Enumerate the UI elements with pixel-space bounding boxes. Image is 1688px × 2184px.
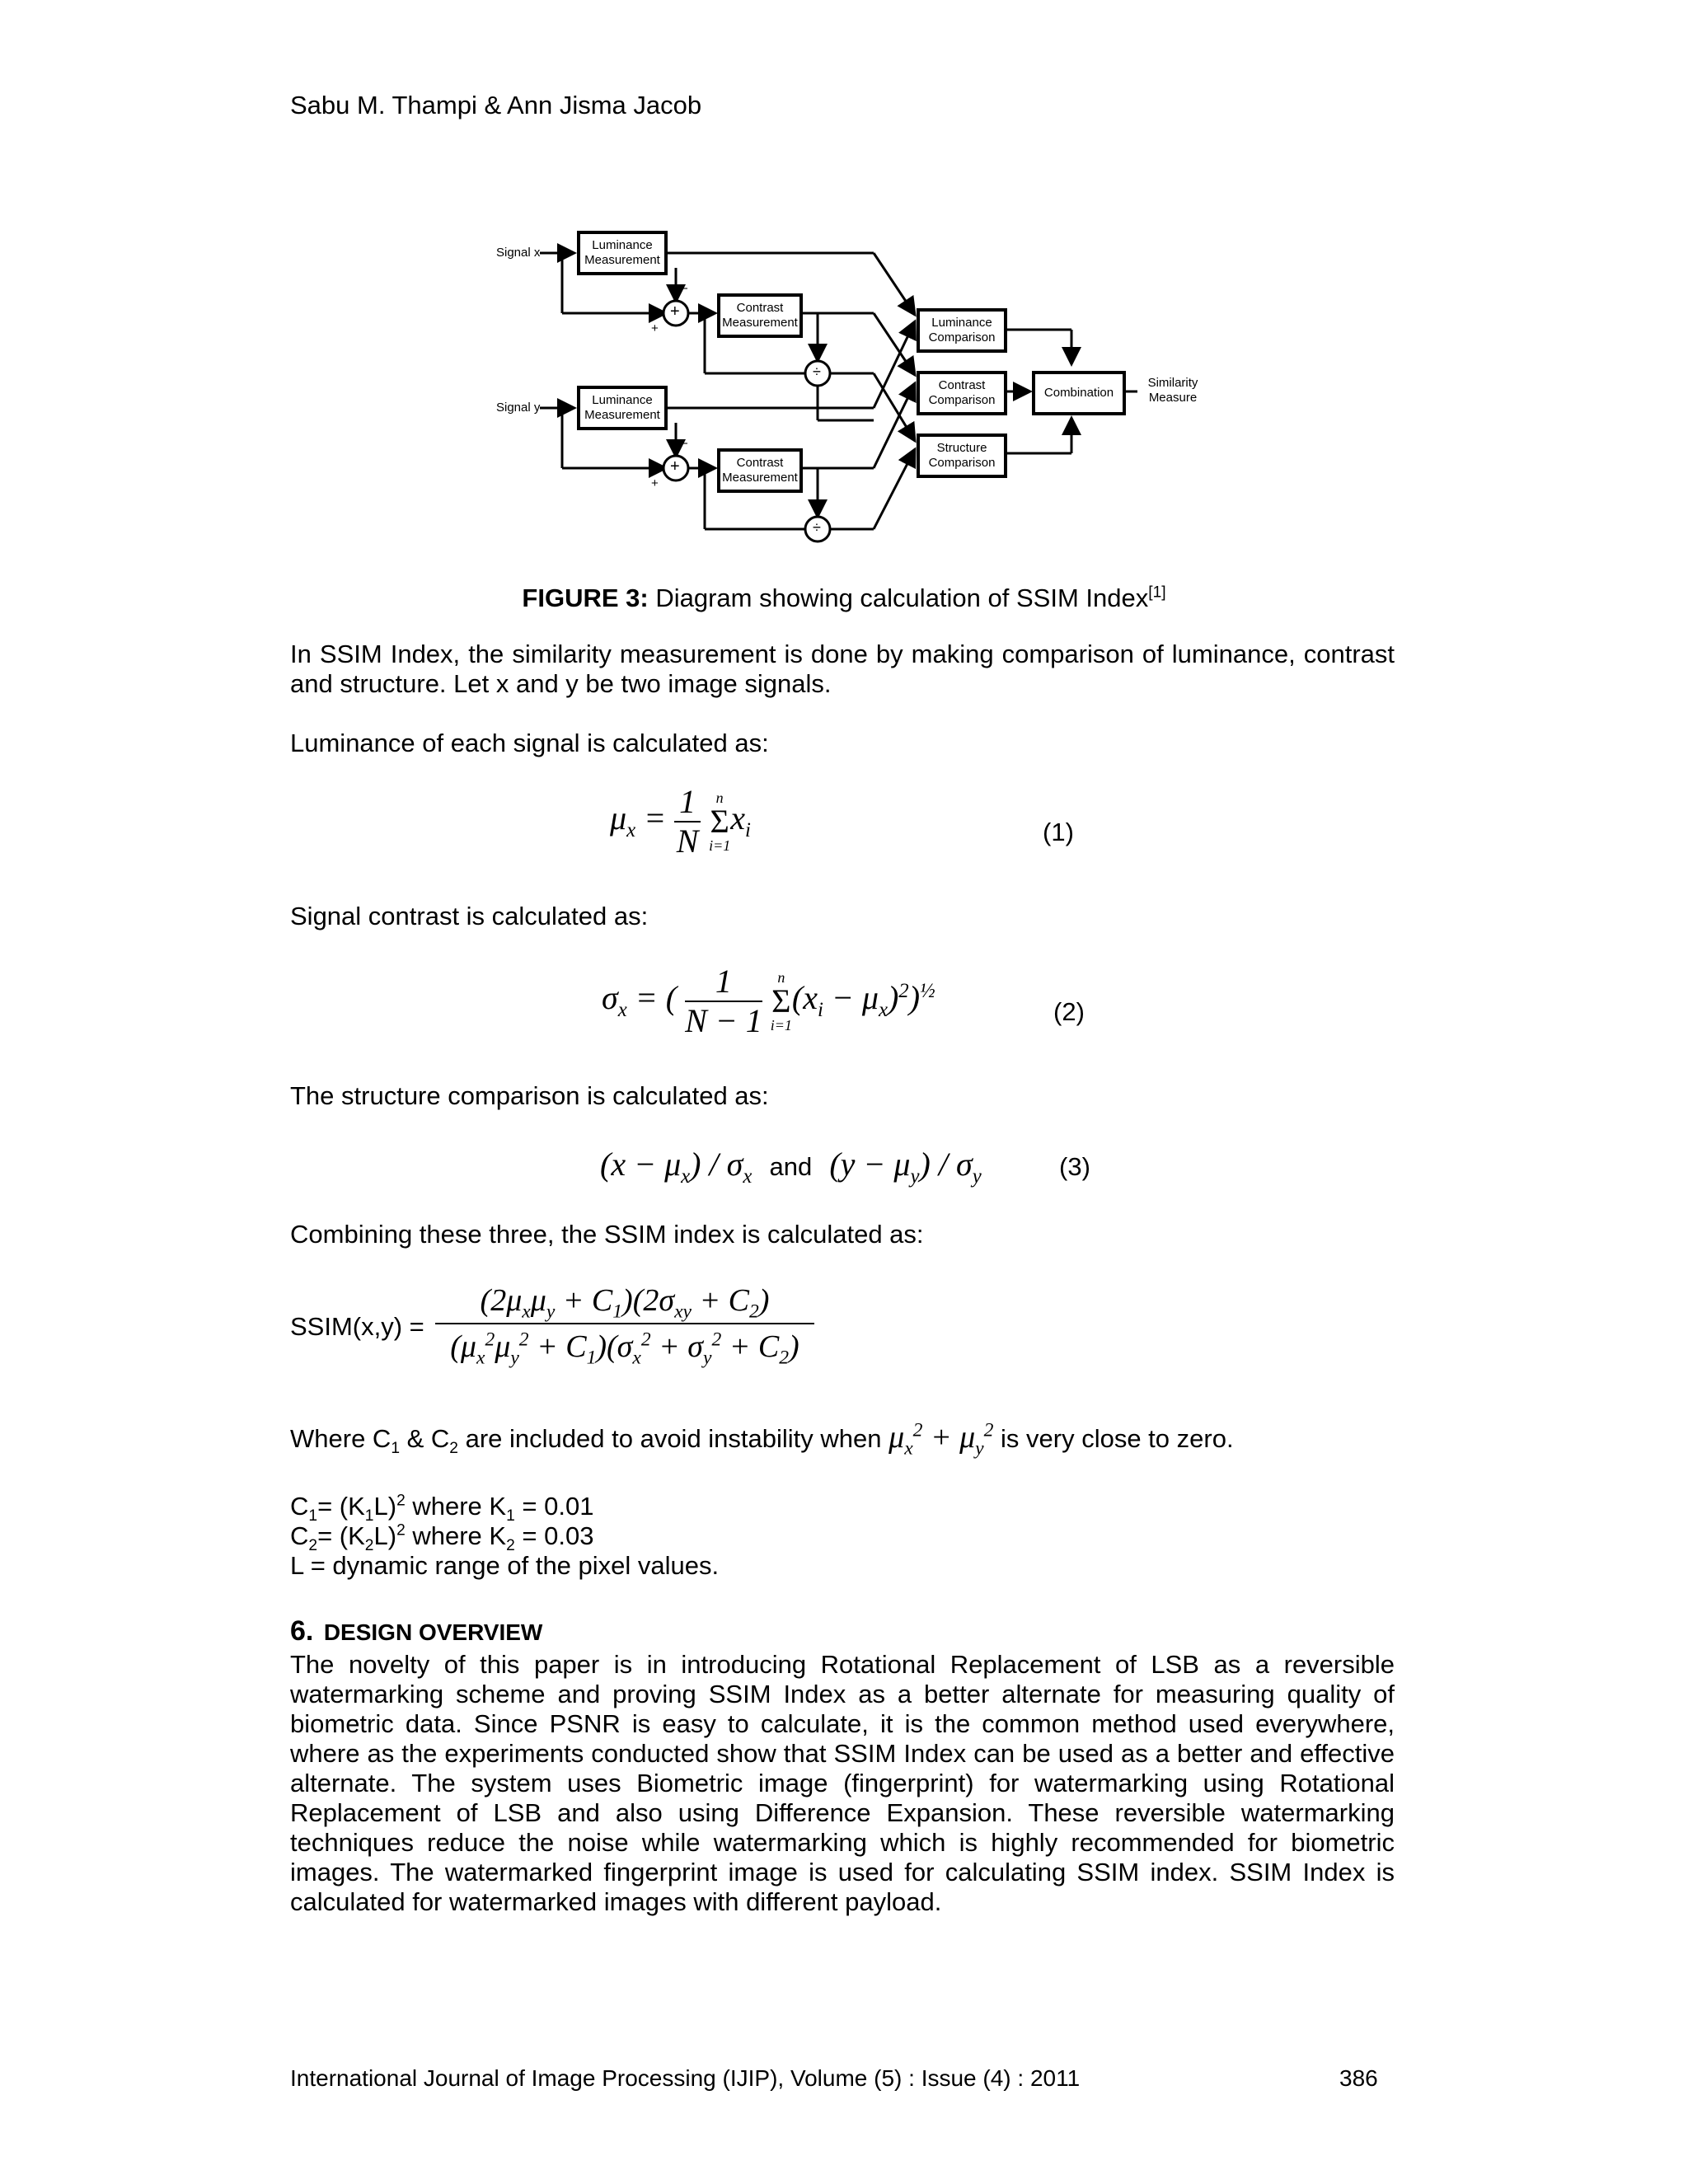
signal-y-label: Signal y [496, 401, 541, 415]
luminance-comparison-box: Luminance Comparison [917, 308, 1007, 353]
ssim-denominator: $(\mu_x^2\mu_y^2 + C_1)(\sigma_x^2 + \sigma_y^2 + C_2)$ [450, 1329, 799, 1369]
section-title: DESIGN OVERVIEW [323, 1619, 543, 1645]
adder-x-symbol: + [670, 302, 680, 321]
section-paragraph: The novelty of this paper is in introducing Rotational Replacement of LSB as a reversible watermarking scheme and proving SSIM Index as a better alternate for measuring quality of biometric data. Since PSNR is easy to calculate, it is the common method used everywhere, where as the experiments conducted show that SSIM Index can be used as a better and effective alternate. The system uses Biometric image (fingerprint) for watermarking using Rotational Replacement of LSB and also using Difference Expansion. These reversible watermarking techniques reduce the noise while watermarking which is highly recommended for biometric images. The watermarked fingerprint image is used for calculating SSIM index. SSIM Index is calculated for watermarked images with different payload. [290, 1650, 1395, 1916]
plus-sign-x: + [651, 321, 659, 335]
ssim-label: SSIM(x,y) = [290, 1312, 424, 1341]
luminance-intro: Luminance of each signal is calculated as: [290, 729, 769, 757]
figure-ref: [1] [1148, 583, 1166, 602]
figure-caption-text: Diagram showing calculation of SSIM Index [655, 583, 1149, 612]
equation-3: $(x - \mu_x) / \sigma_x$ and $(y - \mu_y) / \sigma_y$ [600, 1146, 982, 1188]
combination-box: Combination [1032, 371, 1126, 415]
contrast-intro: Signal contrast is calculated as: [290, 902, 649, 930]
equation-1-number: (1) [1043, 818, 1074, 846]
and-word: and [769, 1152, 813, 1181]
signal-x-label: Signal x [496, 246, 541, 260]
footer-journal: International Journal of Image Processing (IJIP), Volume (5) : Issue (4) : 2011 [290, 2065, 1081, 2091]
adder-y-symbol: + [670, 457, 680, 476]
equation-1: $\mu_x$ = $\frac{1}{N}$ n Σ i=1 $x_i$ [610, 783, 751, 860]
intro-paragraph: In SSIM Index, the similarity measurement is done by making comparison of luminance, contrast and structure. Let x and y be two image signals. [290, 640, 1395, 698]
figure-label: FIGURE 3: [522, 583, 649, 612]
footer-page-number: 386 [1339, 2065, 1378, 2091]
equation-2: $\sigma_x$ = ( $\frac{1}{N - 1}$ n Σ i=1 $(x_i - \mu_x)^2)^{\frac{1}{2}}$ [602, 963, 935, 1039]
divider-x-symbol: ÷ [813, 363, 821, 380]
contrast-comparison-box: Contrast Comparison [917, 371, 1007, 415]
plus-sign-y: + [651, 476, 659, 490]
section-heading [290, 1615, 542, 1647]
minus-sign-x: − [681, 282, 688, 296]
where-line: Where $C_1$ & $C_2$ are included to avoid instability when $\mu_x^2 + \mu_y^2$ is very close to zero. [290, 1419, 1234, 1460]
similarity-measure-label: Similarity Measure [1147, 376, 1198, 405]
structure-comparison-box: Structure Comparison [917, 434, 1007, 478]
minus-sign-y: − [681, 437, 688, 451]
constant-c1: $C_1= (K_1L)^2$ where $K_1 = 0.01$ [290, 1492, 594, 1526]
ssim-formula [435, 1282, 814, 1369]
equation-2-number: (2) [1053, 997, 1085, 1026]
combine-intro: Combining these three, the SSIM index is calculated as: [290, 1220, 924, 1249]
constant-l: L = dynamic range of the pixel values. [290, 1551, 720, 1580]
contrast-measurement-x-box: Contrast Measurement [717, 293, 803, 338]
ssim-numerator: $(2\mu_x\mu_y + C_1)(2\sigma_{xy} + C_2)$ [435, 1282, 814, 1324]
divider-y-symbol: ÷ [813, 519, 821, 536]
luminance-measurement-x-box: Luminance Measurement [577, 231, 668, 275]
ssim-diagram [486, 223, 1212, 552]
figure-caption [0, 583, 1688, 613]
contrast-measurement-y-box: Contrast Measurement [717, 448, 803, 493]
equation-3-number: (3) [1059, 1152, 1090, 1181]
section-number: 6. [290, 1615, 314, 1647]
constant-c2: $C_2= (K_2L)^2$ where $K_2 = 0.03$ [290, 1521, 594, 1555]
running-header: Sabu M. Thampi & Ann Jisma Jacob [290, 91, 702, 120]
structure-intro: The structure comparison is calculated as: [290, 1081, 769, 1110]
luminance-measurement-y-box: Luminance Measurement [577, 386, 668, 430]
